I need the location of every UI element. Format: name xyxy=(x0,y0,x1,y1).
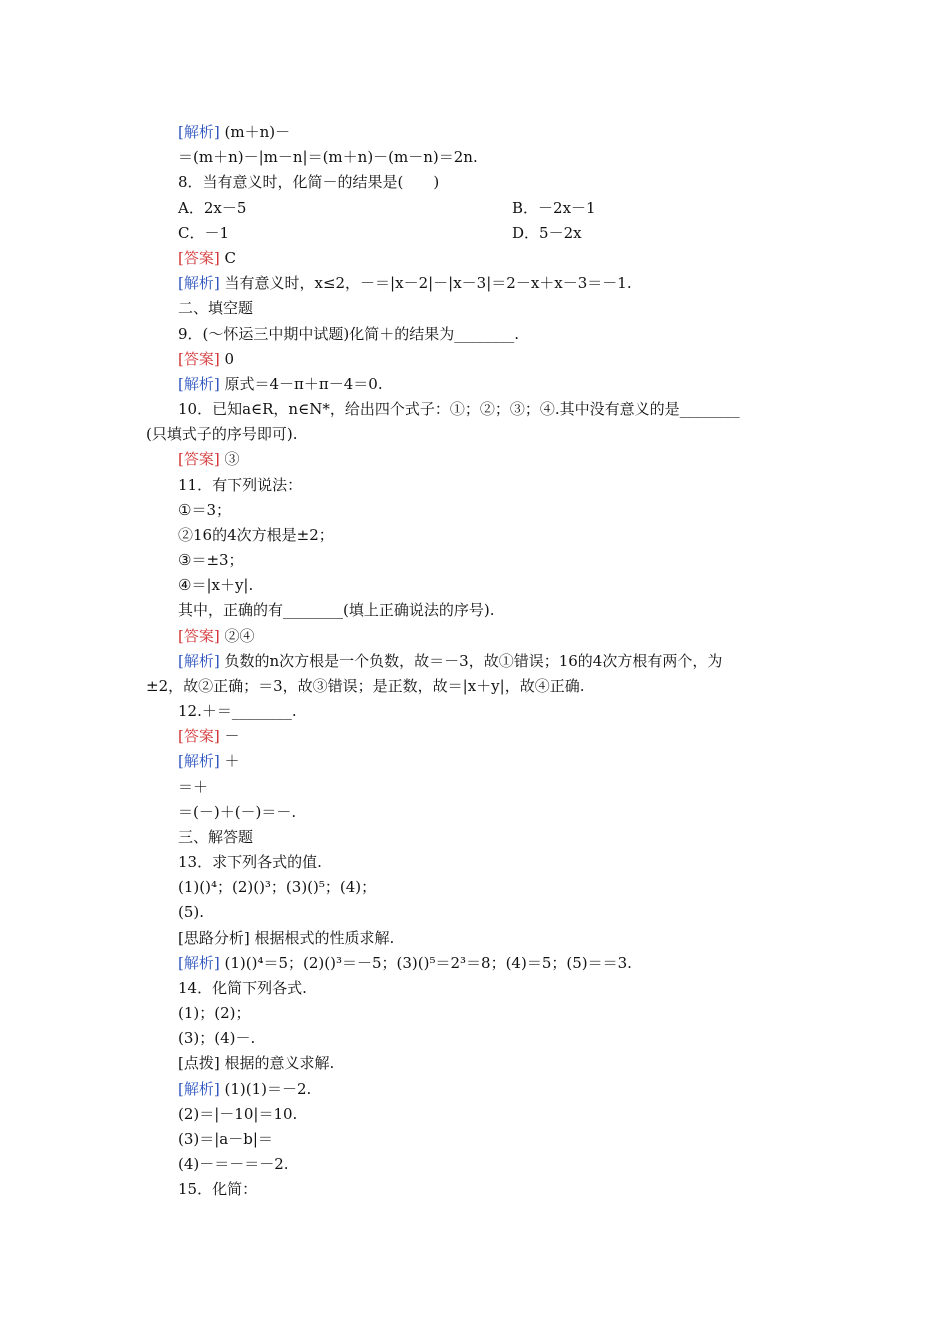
text-line: (4)－＝－＝－2. xyxy=(178,1155,289,1173)
analysis-tag: [解析] xyxy=(178,652,220,670)
text-line: ＝＋ xyxy=(178,778,209,796)
option-c: C．－1 xyxy=(178,224,230,242)
analysis-tag: [解析] xyxy=(178,123,220,141)
analysis-tag: [解析] xyxy=(178,274,220,292)
text-line: ③＝±3； xyxy=(178,551,244,569)
option-a: A．2x－5 xyxy=(178,199,247,217)
option-b: B．－2x－1 xyxy=(512,199,596,217)
text-line: (1)()⁴；(2)()³；(3)()⁵；(4)； xyxy=(178,878,377,896)
text-line: ④＝|x＋y|. xyxy=(178,576,254,594)
question-11: 11．有下列说法： xyxy=(178,476,303,494)
analysis-line: [解析] 原式＝4－π＋π－4＝0. xyxy=(178,375,383,393)
text-line: ①＝3； xyxy=(178,501,231,519)
question-15: 15．化简： xyxy=(178,1180,258,1198)
answer-line: [答案] ②④ xyxy=(178,627,255,645)
text-line: ＝(m＋n)－|m－n|＝(m＋n)－(m－n)＝2n. xyxy=(178,148,478,166)
analysis-tag: [解析] xyxy=(178,375,220,393)
question-9: 9．(～怀运三中期中试题)化简＋的结果为________. xyxy=(178,325,520,343)
analysis-line: [解析] 负数的n次方根是一个负数，故＝－3，故①错误；16的4次方根有两个，为 xyxy=(178,652,723,670)
text-line: (只填式子的序号即可). xyxy=(146,425,298,443)
answer-tag: [答案] xyxy=(178,350,220,368)
question-14: 14．化简下列各式. xyxy=(178,979,307,997)
analysis-line: [解析] ＋ xyxy=(178,752,240,770)
text-line: (2)＝|－10|＝10. xyxy=(178,1105,298,1123)
analysis-line: [解析] (1)()⁴＝5；(2)()³＝－5；(3)()⁵＝2³＝8；(4)＝5；(5)＝＝3. xyxy=(178,954,632,972)
answer-line: [答案] ③ xyxy=(178,450,240,468)
analysis-line: [解析] 当有意义时，x≤2，－＝|x－2|－|x－3|＝2－x＋x－3＝－1. xyxy=(178,274,632,292)
option-d: D．5－2x xyxy=(512,224,582,242)
text-line: ＝(－)＋(－)＝－. xyxy=(178,803,297,821)
analysis-line: [解析] (1)(1)＝－2. xyxy=(178,1080,312,1098)
text-line: ±2，故②正确；＝3，故③错误；是正数，故＝|x＋y|，故④正确. xyxy=(146,677,585,695)
text-line: (5). xyxy=(178,903,205,921)
analysis-tag: [解析] xyxy=(178,1080,220,1098)
section-heading: 三、解答题 xyxy=(178,828,254,846)
answer-line: [答案] － xyxy=(178,727,240,745)
text-line: 其中，正确的有________(填上正确说法的序号). xyxy=(178,601,495,619)
text-line: (3)；(4)－. xyxy=(178,1029,256,1047)
answer-tag: [答案] xyxy=(178,450,220,468)
text-line: ②16的4次方根是±2； xyxy=(178,526,334,544)
question-12: 12.＋＝________. xyxy=(178,702,297,720)
question-8: 8．当有意义时，化简－的结果是( ) xyxy=(178,173,440,191)
answer-line: [答案] C xyxy=(178,249,236,267)
text-line: (1)；(2)； xyxy=(178,1004,251,1022)
answer-tag: [答案] xyxy=(178,249,220,267)
analysis-line: [解析] (m＋n)－ xyxy=(178,123,291,141)
answer-tag: [答案] xyxy=(178,627,220,645)
answer-line: [答案] 0 xyxy=(178,350,235,368)
question-13: 13．求下列各式的值. xyxy=(178,853,322,871)
hint-line: [思路分析] 根据根式的性质求解. xyxy=(178,929,395,947)
section-heading: 二、填空题 xyxy=(178,299,254,317)
analysis-tag: [解析] xyxy=(178,954,220,972)
analysis-tag: [解析] xyxy=(178,752,220,770)
answer-tag: [答案] xyxy=(178,727,220,745)
hint-line: [点拨] 根据的意义求解. xyxy=(178,1054,335,1072)
text-line: (3)＝|a－b|＝ xyxy=(178,1130,273,1148)
question-10: 10．已知a∈R，n∈N*，给出四个式子：①；②；③；④.其中没有意义的是________ xyxy=(178,400,740,418)
